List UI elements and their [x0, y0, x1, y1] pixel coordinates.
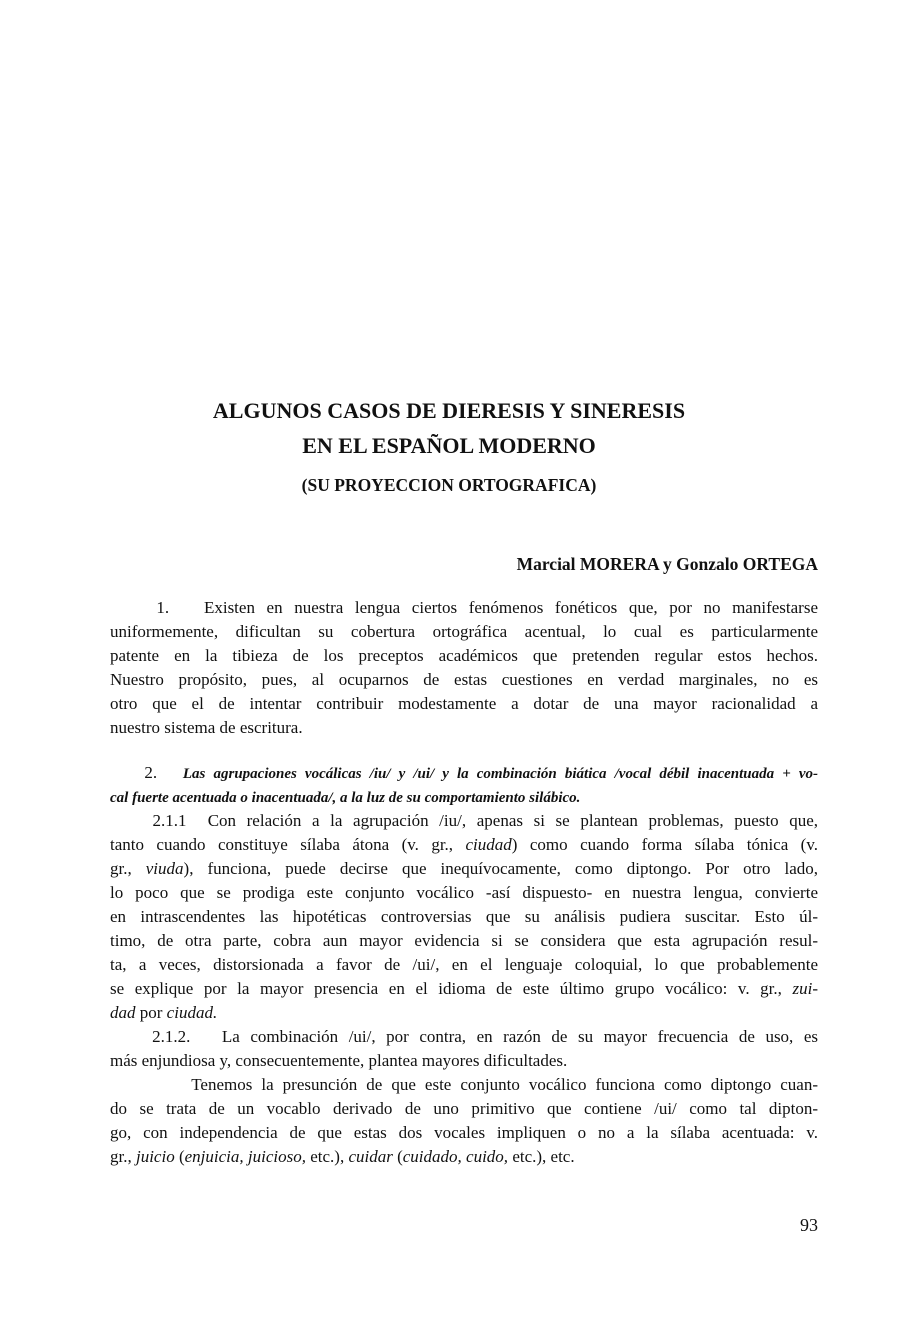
text-line [110, 929, 818, 953]
authors: Marcial MORERA y Gonzalo ORTEGA [516, 554, 818, 574]
emphasis-text: dad [110, 1003, 136, 1022]
text-run: Nuestro propósito, pues, al ocuparnos de estas cuestiones en verdad marginales, no es [110, 670, 818, 689]
emphasis-text: cuidar [348, 1147, 393, 1166]
text-line [110, 905, 818, 929]
emphasis-text: cuidado, cuido, [402, 1147, 509, 1166]
text-run: ( [392, 1147, 403, 1166]
text-line [110, 1073, 818, 1097]
text-run: gr., [110, 859, 146, 878]
text-run: más enjundiosa y, consecuentemente, plantea mayores dificultades. [110, 1051, 568, 1070]
text-line [110, 1097, 818, 1121]
text-line [110, 692, 818, 716]
emphasis-text: viuda [145, 859, 184, 878]
text-run: uniformemente, dificultan su cobertura ortográfica acentual, lo cual es particularmente [110, 622, 818, 641]
text-run: 2.1.1 Con relación a la agrupación /iu/, apenas si se plantean problemas, puesto que, [110, 811, 818, 830]
text-line [110, 785, 818, 809]
text-run: lo poco que se prodiga este conjunto vocálico -así dispuesto- en nuestra lengua, convierte [110, 883, 818, 902]
text-run: ta, a veces, distorsionada a favor de /ui/, en el lenguaje coloquial, lo que probablemente [110, 955, 818, 974]
paragraph [110, 809, 818, 1025]
text-run: 1. Existen en nuestra lengua ciertos fenómenos fonéticos que, por no manifestarse [110, 598, 818, 617]
text-run: 2. [110, 763, 183, 782]
text-line [110, 644, 818, 668]
paragraph [110, 596, 818, 740]
paragraph-spacer [110, 740, 818, 761]
text-run: 2.1.2. La combinación /ui/, por contra, en razón de su mayor frecuencia de uso, es [110, 1027, 818, 1046]
text-line [110, 857, 818, 881]
emphasis-text: ciudad [465, 835, 512, 854]
text-line [110, 620, 818, 644]
text-run: gr., [110, 1147, 136, 1166]
text-line [110, 716, 818, 740]
text-run: por [135, 1003, 167, 1022]
text-run: patente en la tibieza de los preceptos académicos que pretenden regular estos hechos. [110, 646, 818, 665]
text-run: en intrascendentes las hipotéticas controversias que su análisis pudiera suscitar. Esto úl- [110, 907, 818, 926]
page-number: 93 [800, 1215, 818, 1235]
emphasis-text: cal fuerte acentuada o inacentuada/, a la luz de su comportamiento silábico. [110, 790, 581, 806]
text-line [110, 809, 818, 833]
text-run: etc.), etc. [508, 1147, 575, 1166]
text-run: Tenemos la presunción de que este conjunto vocálico funciona como diptongo cuan- [110, 1075, 818, 1094]
text-line [110, 1145, 818, 1169]
text-run: do se trata de un vocablo derivado de uno primitivo que contiene /ui/ como tal dipton- [110, 1099, 818, 1118]
text-line [110, 596, 818, 620]
emphasis-text: juicio [135, 1147, 175, 1166]
emphasis-text: Las agrupaciones vocálicas /iu/ y /ui/ y la combinación biática /vocal débil inacentuada + vo- [182, 766, 819, 782]
text-line [110, 1121, 818, 1145]
text-run: otro que el de intentar contribuir modestamente a dotar de una mayor racionalidad a [110, 694, 818, 713]
text-run: ), funciona, puede decirse que inequívocamente, como diptongo. Por otro lado, [183, 859, 818, 878]
text-line [110, 833, 818, 857]
text-line [110, 1025, 818, 1049]
text-run: timo, de otra parte, cobra aun mayor evidencia si se considera que esta agrupación resul- [110, 931, 818, 950]
text-line [110, 977, 818, 1001]
text-line [110, 668, 818, 692]
text-line [110, 953, 818, 977]
text-line [110, 1001, 818, 1025]
text-line [110, 881, 818, 905]
paragraph [110, 761, 818, 809]
title-line-2: EN EL ESPAÑOL MODERNO [302, 433, 596, 458]
text-run: nuestro sistema de escritura. [110, 718, 303, 737]
text-run: go, con independencia de que estas dos vocales impliquen o no a la sílaba acentuada: v. [110, 1123, 818, 1142]
text-run: tanto cuando constituye sílaba átona (v. gr., [110, 835, 466, 854]
title-line-1: ALGUNOS CASOS DE DIERESIS Y SINERESIS [212, 398, 686, 423]
paragraph [110, 1025, 818, 1073]
text-run: ) como cuando forma sílaba tónica (v. [511, 835, 818, 854]
emphasis-text: zui- [792, 979, 818, 998]
emphasis-text: ciudad. [166, 1003, 218, 1022]
text-run: etc.), [305, 1147, 349, 1166]
text-line [110, 761, 818, 785]
paragraph [110, 1073, 818, 1169]
text-run: ( [174, 1147, 185, 1166]
text-run: se explique por la mayor presencia en el idioma de este último grupo vocálico: v. gr., [110, 979, 793, 998]
emphasis-text: enjuicia, juicioso, [184, 1147, 306, 1166]
body-text [110, 596, 818, 1169]
subtitle: (SU PROYECCION ORTOGRAFICA) [301, 475, 597, 495]
text-line [110, 1049, 818, 1073]
